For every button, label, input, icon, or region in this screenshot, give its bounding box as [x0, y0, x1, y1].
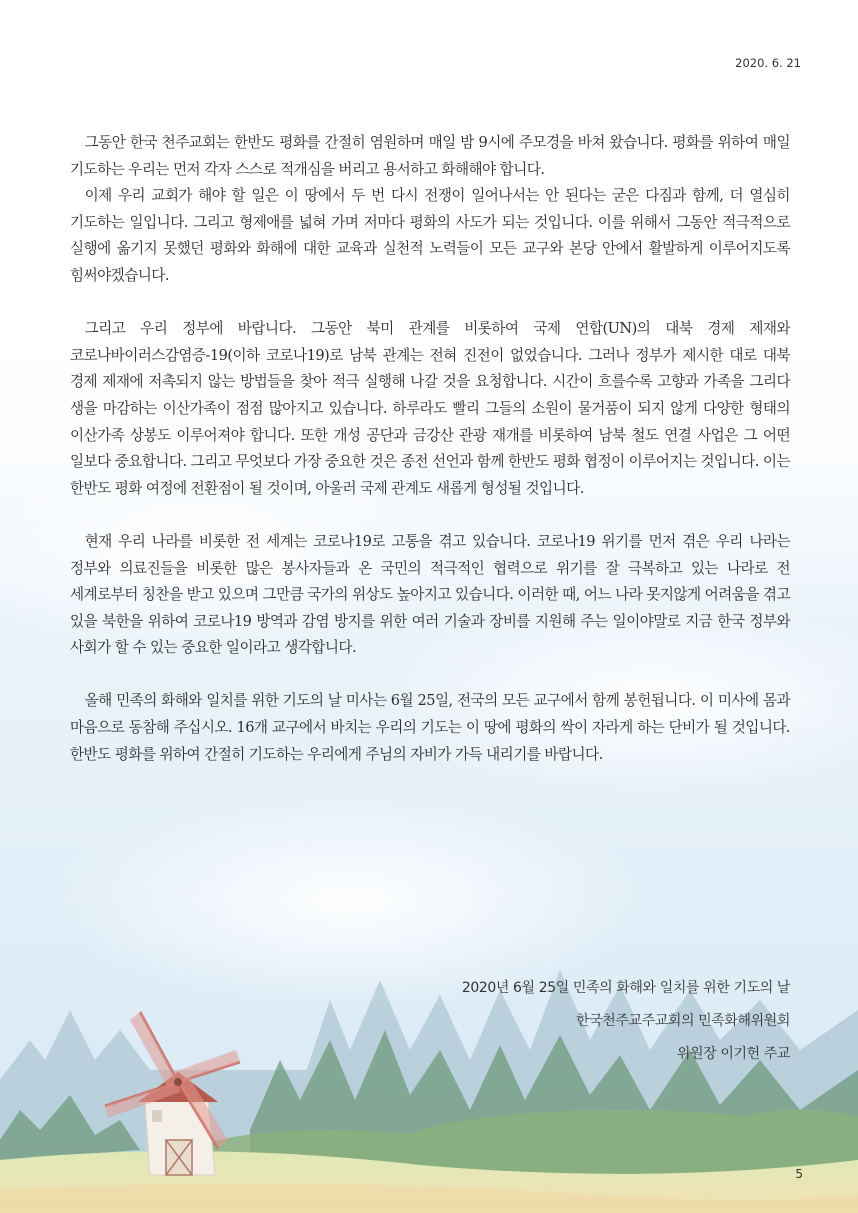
paragraph-2: 이제 우리 교회가 해야 할 일은 이 땅에서 두 번 다시 전쟁이 일어나서는 안 된다는 굳은 다짐과 함께, 더 열심히 기도하는 일입니다. 그리고 형제애를 넓혀 가며 저마다 평화의 사도가 되는 것입니다. 이를 위해서 그동안 적극적으로 실행에 옮기지 못했던 평화와 화해에 대한 교육과 실천적 노력들이 모든 교구와 본당 안에서 활발하게 이루어지도록 힘써야겠습니다. — [70, 187, 790, 284]
message-body — [70, 130, 790, 795]
paragraph-1: 그동안 한국 천주교회는 한반도 평화를 간절히 염원하며 매일 밤 9시에 주모경을 바쳐 왔습니다. 평화를 위하여 매일 기도하는 우리는 먼저 각자 스스로 적개심을 버리고 용서하고 화해해야 합니다. — [70, 134, 790, 178]
signature-date-line: 2020년 6월 25일 민족의 화해와 일치를 위한 기도의 날 — [461, 980, 790, 996]
paragraph-5: 올해 민족의 화해와 일치를 위한 기도의 날 미사는 6월 25일, 전국의 모든 교구에서 함께 봉헌됩니다. 이 미사에 몸과 마음으로 동참해 주십시오. 16개 교구에서 바치는 우리의 기도는 이 땅에 평화의 싹이 자라게 하는 단비가 될 것입니다. 한반도 평화를 위하여 간절히 기도하는 우리에게 주님의 자비가 가득 내리기를 바랍니다. — [70, 692, 790, 763]
paragraph-3: 그리고 우리 정부에 바랍니다. 그동안 북미 관계를 비롯하여 국제 연합(UN)의 대북 경제 제재와 코로나바이러스감염증-19(이하 코로나19)로 남북 관계는 전혀 진전이 없었습니다. 그러나 정부가 제시한 대로 대북 경제 제재에 저촉되지 않는 방법들을 찾아 적극 실행해 나갈 것을 요청합니다. 시간이 흐를수록 고향과 가족을 그리다 생을 마감하는 이산가족이 점점 많아지고 있습니다. 하루라도 빨리 그들의 소원이 물거품이 되지 않게 다양한 형태의 이산가족 상봉도 이루어져야 합니다. 또한 개성 공단과 금강산 관광 재개를 비롯하여 남북 철도 연결 사업은 그 어떤 일보다 중요합니다. 그리고 무엇보다 가장 중요한 것은 종전 선언과 함께 한반도 평화 협정이 이루어지는 것입니다. 이는 한반도 평화 여정에 전환점이 될 것이며, 아울러 국제 관계도 새롭게 형성될 것입니다. — [70, 320, 790, 497]
signature-organization: 한국천주교주교회의 민족화해위원회 — [575, 1013, 790, 1029]
signature-author: 위원장 이기헌 주교 — [676, 1046, 790, 1062]
publication-date: 2020. 6. 21 — [735, 56, 801, 70]
paragraph-4: 현재 우리 나라를 비롯한 전 세계는 코로나19로 고통을 겪고 있습니다. 코로나19 위기를 먼저 겪은 우리 나라는 정부와 의료진들을 비롯한 많은 봉사자들과 온 국민의 적극적인 협력으로 위기를 잘 극복하고 있는 나라로 전 세계로부터 칭찬을 받고 있으며 그만큼 국가의 위상도 높아지고 있습니다. 이러한 때, 어느 나라 못지않게 어려움을 겪고 있을 북한을 위하여 코로나19 방역과 감염 방지를 위한 여러 기술과 장비를 지원해 주는 일이야말로 지금 한국 정부와 사회가 할 수 있는 중요한 일이라고 생각합니다. — [70, 532, 790, 657]
page-number: 5 — [795, 1167, 803, 1181]
signature-block — [462, 972, 790, 1071]
